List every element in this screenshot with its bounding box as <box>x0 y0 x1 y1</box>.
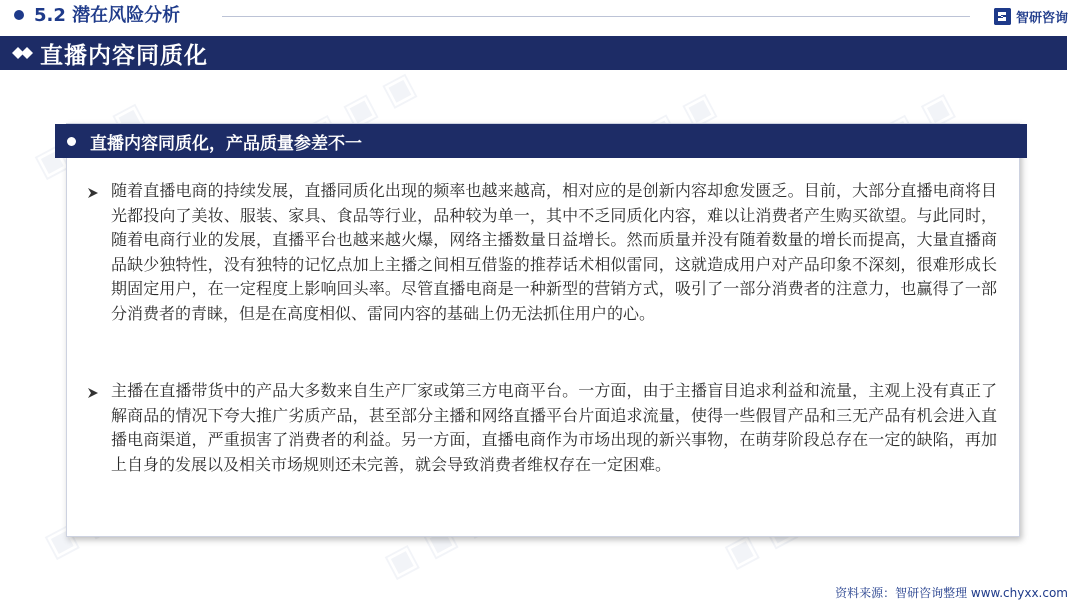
paragraph-1 <box>87 179 997 326</box>
zhiyan-logo-icon <box>994 8 1011 25</box>
page-title: 直播内容同质化 <box>40 42 208 69</box>
paragraph-text: 随着直播电商的持续发展，直播同质化出现的频率也越来越高，相对应的是创新内容却愈发匮乏。目前，大部分直播电商将目光都投向了美妆、服装、家具、食品等行业，品种较为单一，其中不乏同质化内容，难以让消费者产生购买欲望。与此同时，随着电商行业的发展，直播平台也越来越火爆，网络主播数量日益增长。然而质量并没有随着数量的增长而提高，大量直播商品缺少独特性，没有独特的记忆点加上主播之间相互借鉴的推荐话术相似雷同，这就造成用户对产品印象不深刻，很难形成长期固定用户，在一定程度上影响回头率。尽管直播电商是一种新型的营销方式，吸引了一部分消费者的注意力，也赢得了一部分消费者的青睐，但是在高度相似、雷同内容的基础上仍无法抓住用户的心。 <box>111 181 997 323</box>
brand <box>994 7 1068 26</box>
title-bar <box>0 36 1067 70</box>
paragraph-text: 主播在直播带货中的产品大多数来自生产厂家或第三方电商平台。一方面，由于主播盲目追求利益和流量，主观上没有真正了解商品的情况下夸大推广劣质产品，甚至部分主播和网络直播平台片面追求流量，使得一些假冒产品和三无产品有机会进入直播电商渠道，严重损害了消费者的利益。另一方面，直播电商作为市场出现的新兴事物，在萌芽阶段总存在一定的缺陷，再加上自身的发展以及相关市场规则还未完善，就会导致消费者维权存在一定困难。 <box>111 381 997 474</box>
watermark-layer: ▣ ▣ ▣ ▣ ▣ ▣ ▣ ▣ ▣ ▣ ▣ <box>27 64 962 586</box>
card-header <box>55 124 1027 158</box>
section-title: 5.2 潜在风险分析 <box>34 5 181 26</box>
section-dot-icon <box>14 10 24 20</box>
brand-name: 智研咨询 <box>1015 11 1068 26</box>
arrow-bullet-icon <box>87 379 111 477</box>
content-card <box>66 123 1020 537</box>
bullet-dot-icon <box>67 137 76 146</box>
arrow-bullet-icon <box>87 179 111 326</box>
card-title: 直播内容同质化，产品质量参差不一 <box>90 133 362 154</box>
paragraph-2 <box>87 379 997 477</box>
double-diamond-icon <box>12 46 34 60</box>
section-divider <box>222 16 970 17</box>
footer-source: 资料来源：智研咨询整理 www.chyxx.com <box>835 586 1068 600</box>
section-header <box>0 0 1080 36</box>
